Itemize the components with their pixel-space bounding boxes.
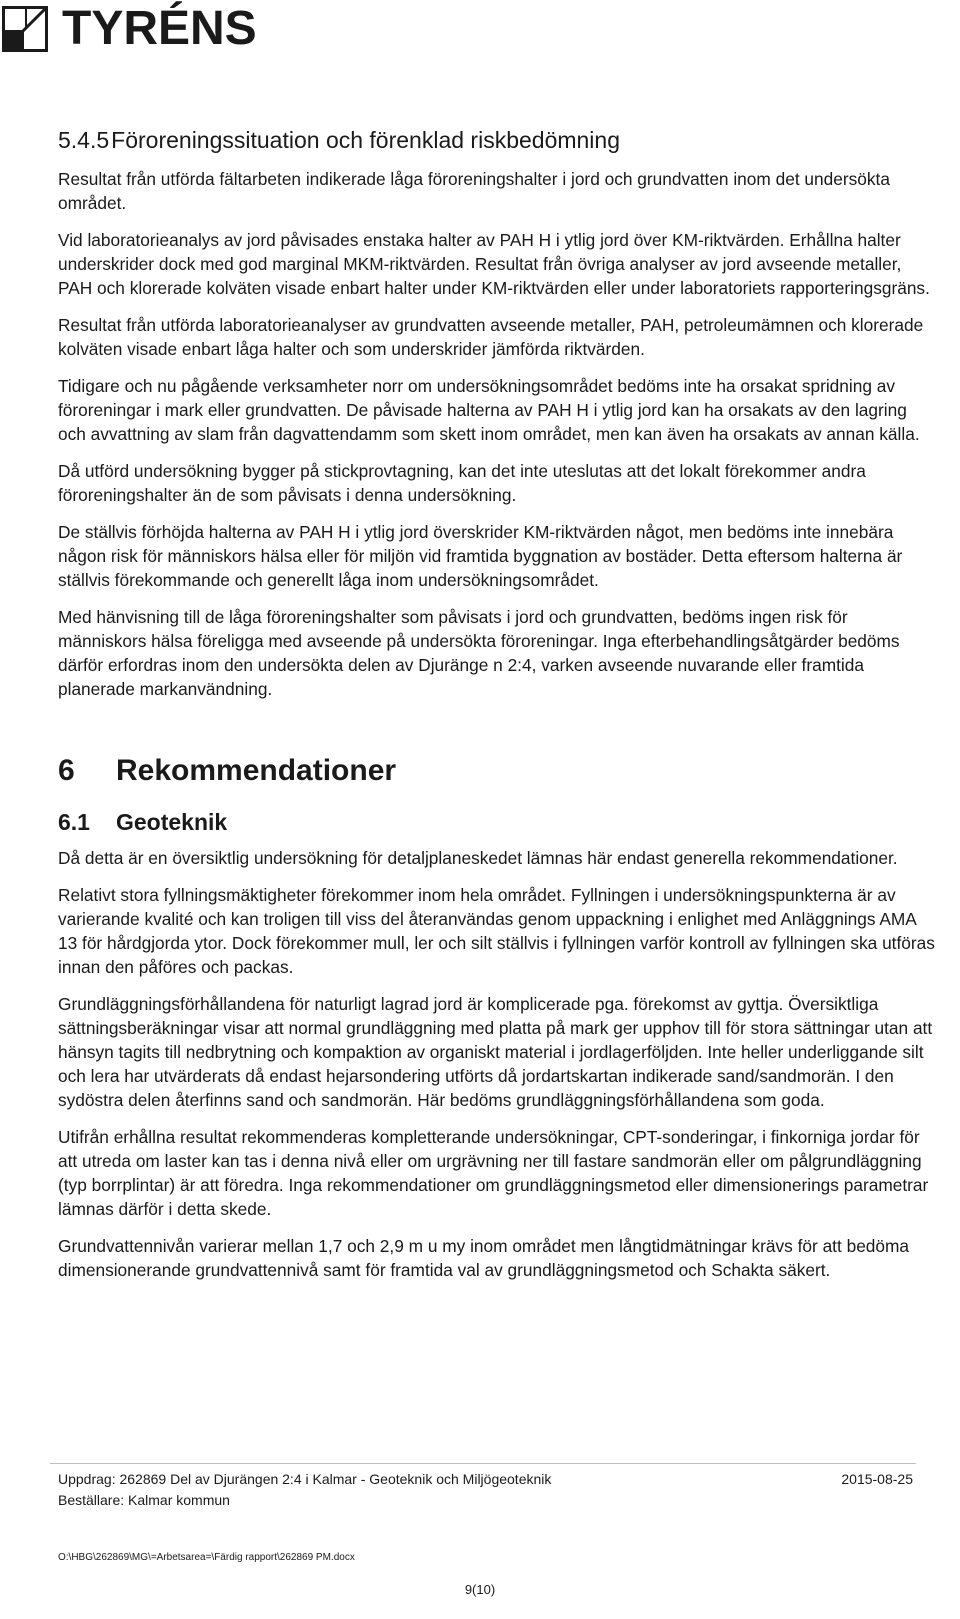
logo-text: TYRÉNS <box>62 2 257 55</box>
footer-client: Beställare: Kalmar kommun <box>58 1492 230 1508</box>
document-body <box>58 127 938 1282</box>
paragraph: Resultat från utförda fältarbeten indikerade låga föroreningshalter i jord och grundvatten inom det undersökta området. <box>58 169 890 213</box>
paragraph: Vid laboratorieanalys av jord påvisades enstaka halter av PAH H i ytlig jord över KM-riktvärden. Erhållna halter underskrider dock med god marginal MKM-riktvärden. Resultat från övriga analyser av jord avseende metaller, PAH och klorerade kolväten visade enbart halter under KM-riktvärden eller under laboratoriets rapporteringsgräns. <box>58 230 930 298</box>
paragraph: Med hänvisning till de låga föroreningshalter som påvisats i jord och grundvatten, bedöms ingen risk för människors hälsa föreligga med avseende på undersökta föroreningar. Inga efterbehandlingsåtgärder bedöms därför erfordras inom den undersökta delen av Djuränge n 2:4, varken avseende nuvarande eller framtida planerade markanvändning. <box>58 607 900 699</box>
section-title: Geoteknik <box>116 809 228 835</box>
paragraph: Då detta är en översiktlig undersökning för detaljplaneskedet lämnas här endast generella rekommendationer. <box>58 848 898 868</box>
section-heading-5-4-5 <box>58 127 938 154</box>
paragraph: De ställvis förhöjda halterna av PAH H i ytlig jord överskrider KM-riktvärden något, men bedöms inte innebära någon risk för människors hälsa eller för miljön vid framtida byggnation av bostäder. Detta eftersom halterna är ställvis förekommande och generellt låga inom undersökningsområdet. <box>58 522 903 590</box>
footer-assignment: Uppdrag: 262869 Del av Djurängen 2:4 i Kalmar - Geoteknik och Miljögeoteknik <box>58 1471 552 1487</box>
footer-file-path: O:\HBG\262869\MG\=Arbetsarea=\Färdig rapport\262869 PM.docx <box>58 1552 355 1563</box>
section-heading-6-1 <box>58 807 938 837</box>
section-number: 6.1 <box>58 809 90 835</box>
paragraph: Grundläggningsförhållandena för naturligt lagrad jord är komplicerade pga. förekomst av gyttja. Översiktliga sättningsberäkningar visar att normal grundläggning med platta på mark ger upphov till för stora sättningar utan att hänsyn tagits till nedbrytning och kompaktion av organiskt material i jordlagerföljden. Inte heller underliggande silt och lera har utvärderats då endast hejarsondering utförts då jordartskartan indikerade sand/sandmorän. I den sydöstra delen återfinns sand och sandmorän. Här bedöms grundläggningsförhållandena som goda. <box>58 994 933 1110</box>
paragraph: Resultat från utförda laboratorieanalyser av grundvatten avseende metaller, PAH, petroleumämnen och klorerade kolväten visade enbart låga halter och som underskrider jämförda riktvärden. <box>58 315 924 359</box>
footer-divider <box>50 1463 916 1464</box>
paragraph: Tidigare och nu pågående verksamheter norr om undersökningsområdet bedöms inte ha orsakat spridning av föroreningar i mark eller grundvatten. De påvisade halterna av PAH H i ytlig jord kan ha orsakats av den lagring och avvattning av slam från dagvattendamm som skett inom området, men kan även ha orsakats av annan källa. <box>58 376 920 444</box>
chapter-heading-6 <box>58 751 938 791</box>
chapter-number: 6 <box>58 754 75 787</box>
chapter-title: Rekommendationer <box>116 754 397 787</box>
paragraph: Grundvattennivån varierar mellan 1,7 och 2,9 m u my inom området men långtidmätningar krävs för att bedöma dimensionerande grundvattennivå samt för framtida val av grundläggningsmetod och Schakta säkert. <box>58 1236 910 1280</box>
page-number: 9(10) <box>464 1582 496 1597</box>
tyrens-logo-icon <box>2 6 48 52</box>
logo <box>0 0 257 58</box>
section-number: 5.4.5 <box>58 127 110 153</box>
footer-date: 2015-08-25 <box>841 1471 913 1487</box>
paragraph: Relativt stora fyllningsmäktigheter förekommer inom hela området. Fyllningen i undersökningspunkterna är av varierande kvalité och kan troligen till viss del återanvändas genom uppackning i enlighet med Anläggnings AMA 13 för hårdgjorda ytor. Dock förekommer mull, ler och silt ställvis i fyllningen varför kontroll av fyllningen ska utföras innan den påföres och packas. <box>58 885 935 977</box>
paragraph: Utifrån erhållna resultat rekommenderas kompletterande undersökningar, CPT-sonderingar, i finkorniga jordar för att utreda om laster kan tas i denna nivå eller om urgrävning ner till fastare sandmorän eller om pålgrundläggning (typ borrplintar) är att föredra. Inga rekommendationer om grundläggningsmetod eller dimensionerings parametrar lämnas därför i detta skede. <box>58 1127 929 1219</box>
paragraph: Då utförd undersökning bygger på stickprovtagning, kan det inte uteslutas att det lokalt förekommer andra föroreningshalter än de som påvisats i denna undersökning. <box>58 461 866 505</box>
section-title: Föroreningssituation och förenklad riskbedömning <box>111 127 620 153</box>
